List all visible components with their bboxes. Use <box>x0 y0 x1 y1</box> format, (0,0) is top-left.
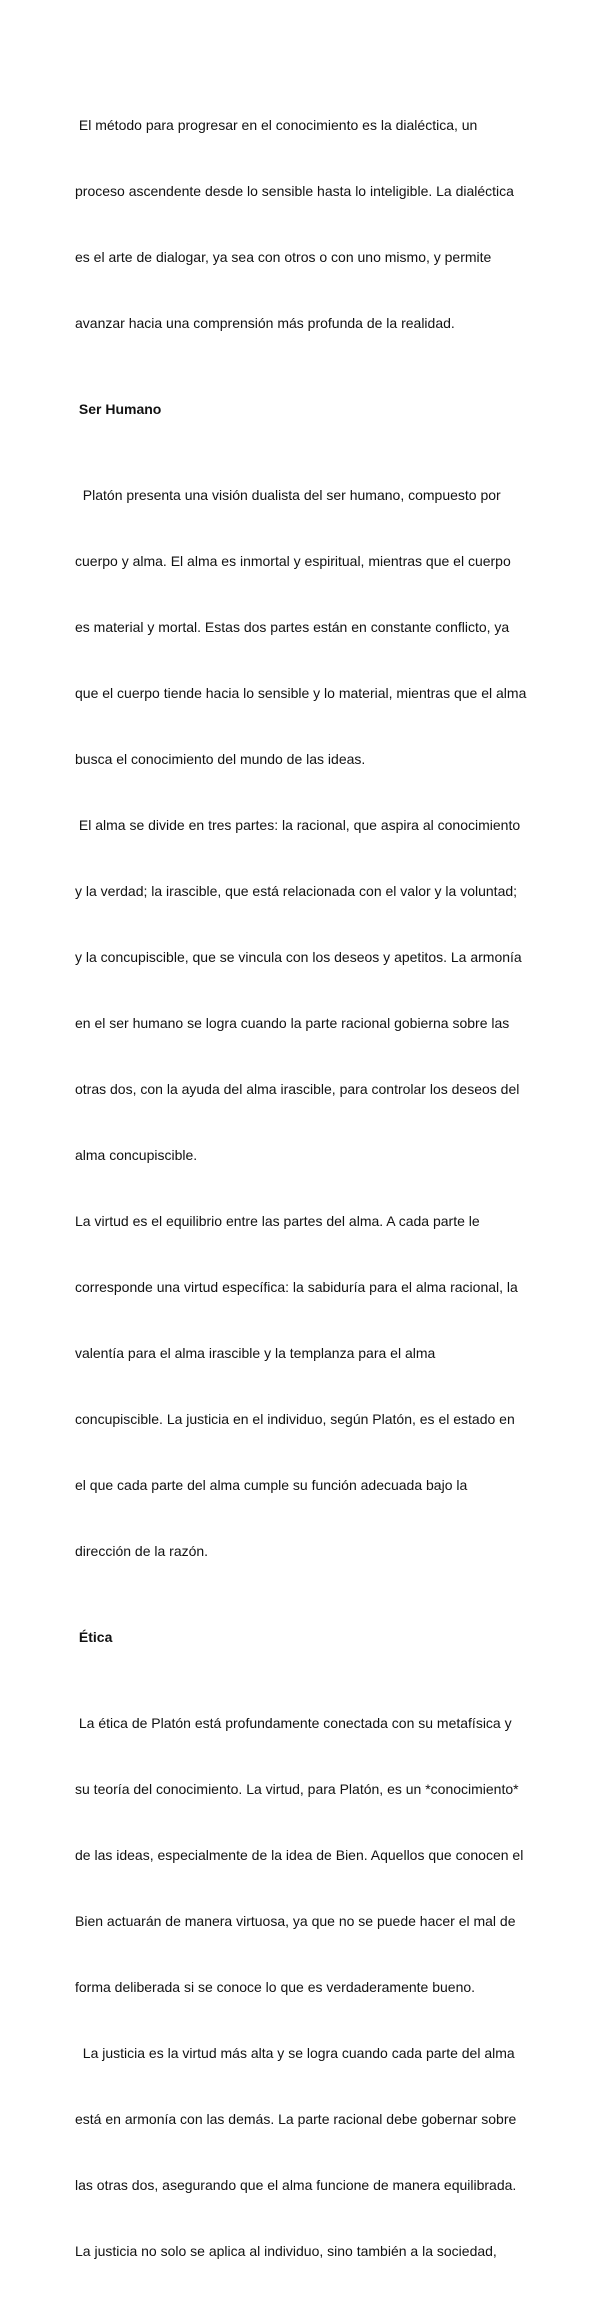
text-line: forma deliberada si se conoce lo que es verdaderamente bueno. <box>75 1979 476 1995</box>
text-line: proceso ascendente desde lo sensible hasta lo inteligible. La dialéctica <box>75 183 514 199</box>
text-line: La ética de Platón está profundamente conectada con su metafísica y <box>75 1715 512 1731</box>
text-line: Platón presenta una visión dualista del ser humano, compuesto por <box>75 487 501 503</box>
text-line: es el arte de dialogar, ya sea con otros o con uno mismo, y permite <box>75 249 492 265</box>
text-line: que el cuerpo tiende hacia lo sensible y lo material, mientras que el alma <box>75 685 527 701</box>
text-line: avanzar hacia una comprensión más profunda de la realidad. <box>75 315 455 331</box>
text-line: es material y mortal. Estas dos partes están en constante conflicto, ya <box>75 619 510 635</box>
text-line: Bien actuarán de manera virtuosa, ya que no se puede hacer el mal de <box>75 1913 516 1929</box>
text-line: su teoría del conocimiento. La virtud, para Platón, es un *conocimiento* <box>75 1781 519 1797</box>
text-line: busca el conocimiento del mundo de las ideas. <box>75 751 366 767</box>
ser-humano-paragraph <box>75 440 535 1606</box>
intro-paragraph <box>75 70 535 378</box>
text-line: de las ideas, especialmente de la idea de Bien. Aquellos que conocen el <box>75 1847 524 1863</box>
text-line: cuerpo y alma. El alma es inmortal y espiritual, mientras que el cuerpo <box>75 553 511 569</box>
text-line: está en armonía con las demás. La parte racional debe gobernar sobre <box>75 2111 517 2127</box>
section-heading-ser-humano: Ser Humano <box>75 401 162 417</box>
text-line: La justicia no solo se aplica al individuo, sino también a la sociedad, <box>75 2243 497 2259</box>
etica-paragraph <box>75 1668 535 2306</box>
text-line: y la concupiscible, que se vincula con los deseos y apetitos. La armonía <box>75 949 522 965</box>
text-line: otras dos, con la ayuda del alma irascible, para controlar los deseos del <box>75 1081 520 1097</box>
text-line: el que cada parte del alma cumple su función adecuada bajo la <box>75 1477 468 1493</box>
text-line: La virtud es el equilibrio entre las partes del alma. A cada parte le <box>75 1213 480 1229</box>
text-line: concupiscible. La justicia en el individuo, según Platón, es el estado en <box>75 1411 515 1427</box>
text-line: alma concupiscible. <box>75 1147 198 1163</box>
text-line: corresponde una virtud específica: la sabiduría para el alma racional, la <box>75 1279 518 1295</box>
text-line: y la verdad; la irascible, que está relacionada con el valor y la voluntad; <box>75 883 518 899</box>
text-line: las otras dos, asegurando que el alma funcione de manera equilibrada. <box>75 2177 517 2193</box>
document-page <box>75 70 535 2306</box>
section-heading-etica: Ética <box>75 1629 113 1645</box>
text-line: en el ser humano se logra cuando la parte racional gobierna sobre las <box>75 1015 510 1031</box>
text-line: dirección de la razón. <box>75 1543 209 1559</box>
text-line: valentía para el alma irascible y la templanza para el alma <box>75 1345 436 1361</box>
text-line: El alma se divide en tres partes: la racional, que aspira al conocimiento <box>75 817 521 833</box>
text-line: La justicia es la virtud más alta y se logra cuando cada parte del alma <box>75 2045 515 2061</box>
text-line: El método para progresar en el conocimiento es la dialéctica, un <box>75 117 478 133</box>
